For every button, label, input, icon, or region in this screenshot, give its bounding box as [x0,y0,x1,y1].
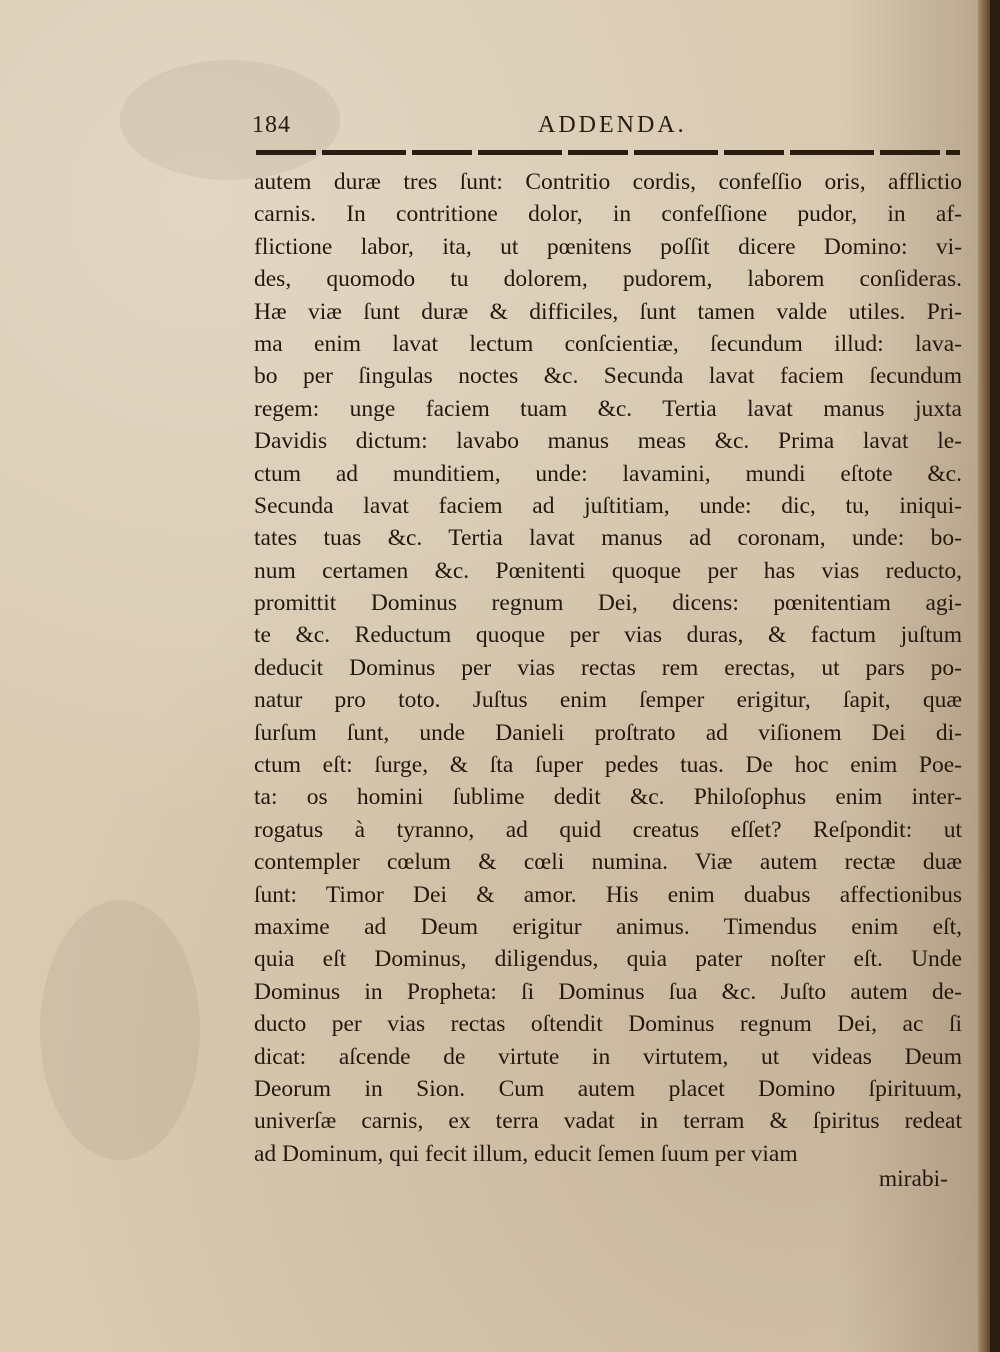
text-line: te &c. Reductum quoque per vias duras, & factum juſtum [254,622,962,649]
text-line: autem duræ tres ſunt: Contritio cordis, confeſſio oris, afflictio [254,169,962,195]
text-line: ad Dominum, qui fecit illum, educit ſemen ſuum per viam [254,1140,798,1167]
text-line: Secunda lavat faciem ad juſtitiam, unde: dic, tu, iniqui- [254,492,962,519]
body-text [254,166,962,1170]
text-line: univerſæ carnis, ex terra vadat in terram & ſpiritus redeat [254,1108,962,1135]
text-line: deducit Dominus per vias rectas rem erectas, ut pars po- [254,654,962,681]
running-head [252,112,960,148]
text-line: promittit Dominus regnum Dei, dicens: pœnitentiam agi- [254,590,962,617]
text-line: dicat: aſcende de virtute in virtutem, ut videas Deum [254,1043,962,1070]
running-title: ADDENDA. [538,112,687,138]
text-line: contempler cœlum & cœli numina. Viæ autem rectæ duæ [254,849,962,876]
text-line: ta: os homini ſublime dedit &c. Philoſophus enim inter- [254,784,962,811]
text-line: carnis. In contritione dolor, in confeſſione pudor, in af- [254,201,962,228]
catchword: mirabi- [878,1166,948,1192]
header-rule [256,150,960,155]
text-line: ma enim lavat lectum conſcientiæ, ſecundum illud: lava- [254,330,962,357]
text-line: Davidis dictum: lavabo manus meas &c. Prima lavat le- [254,428,962,455]
text-line: quia eſt Dominus, diligendus, quia pater noſter eſt. Unde [254,946,962,973]
text-line: regem: unge faciem tuam &c. Tertia lavat manus juxta [254,395,962,422]
text-line: natur pro toto. Juſtus enim ſemper erigitur, ſapit, quæ [254,687,962,714]
page-edge [978,0,990,1352]
text-line: ctum eſt: ſurge, & ſta ſuper pedes tuas. De hoc enim Poe- [254,752,962,779]
text-line: ſurſum ſunt, unde Danieli proſtrato ad viſionem Dei di- [254,719,962,746]
text-line: tates tuas &c. Tertia lavat manus ad coronam, unde: bo- [254,525,962,552]
text-line: rogatus à tyranno, ad quid creatus eſſet? Reſpondit: ut [254,816,962,843]
page-number: 184 [252,112,291,138]
paper-stain [40,900,200,1160]
text-line: des, quomodo tu dolorem, pudorem, laborem conſideras. [254,266,962,293]
text-line: num certamen &c. Pœnitenti quoque per has vias reducto, [254,557,962,584]
text-line: ctum ad munditiem, unde: lavamini, mundi eſtote &c. [254,460,962,487]
text-line: Hæ viæ ſunt duræ & difficiles, ſunt tamen valde utiles. Pri- [254,298,962,325]
text-line: Deorum in Sion. Cum autem placet Domino ſpirituum, [254,1075,962,1102]
text-line: bo per ſingulas noctes &c. Secunda lavat faciem ſecundum [254,363,962,390]
text-line: ſunt: Timor Dei & amor. His enim duabus affectionibus [254,881,962,908]
text-line: maxime ad Deum erigitur animus. Timendus enim eſt, [254,913,962,940]
text-line: Dominus in Propheta: ſi Dominus ſua &c. Juſto autem de- [254,978,962,1005]
text-line: flictione labor, ita, ut pœnitens poſſit dicere Domino: vi- [254,233,962,260]
text-line: ducto per vias rectas oſtendit Dominus regnum Dei, ac ſi [254,1011,962,1038]
